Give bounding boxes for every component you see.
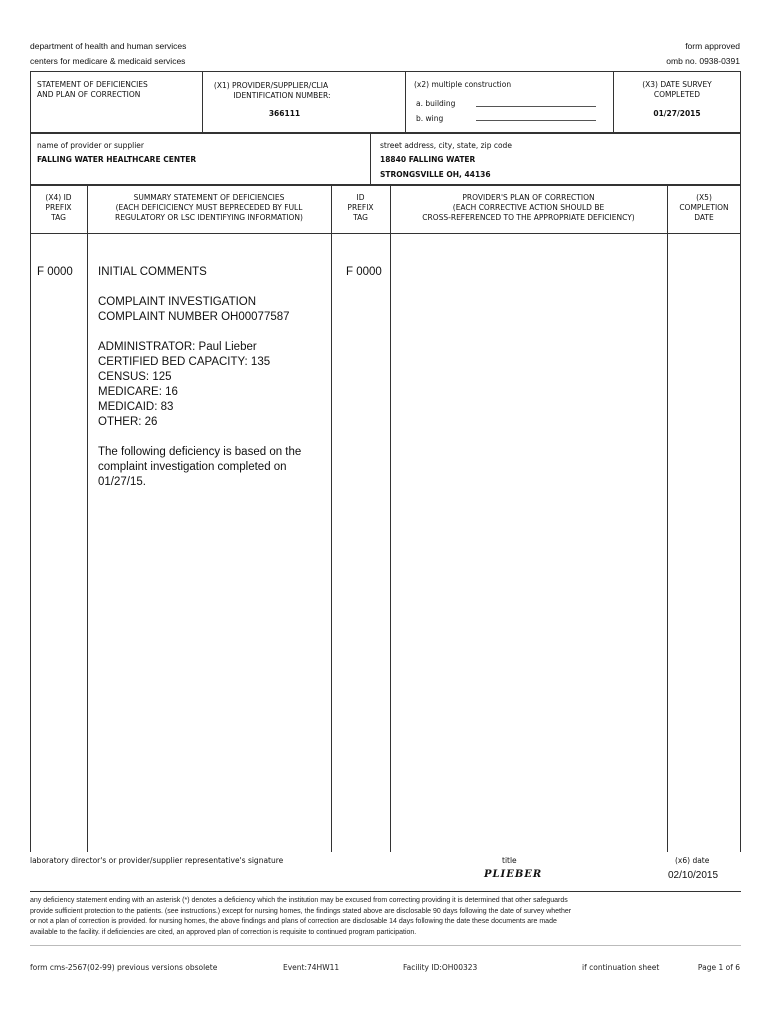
x5-header-2: COMPLETION <box>679 203 729 212</box>
signature-label: laboratory director's or provider/supplier representative's signature <box>30 856 284 865</box>
following-line-2: complaint investigation completed on <box>98 461 287 473</box>
statement-label-2: AND PLAN OF CORRECTION <box>37 90 141 99</box>
bed-capacity-line: CERTIFIED BED CAPACITY: 135 <box>98 356 271 368</box>
disclaimer-line-4: available to the facility. if deficiencies are cited, an approved plan of correction is requisite to continued program participation. <box>30 928 417 936</box>
form-approved: form approved <box>685 41 740 51</box>
other-line: OTHER: 26 <box>98 416 158 428</box>
x4-header-3: TAG <box>51 213 66 222</box>
address-line-2: STRONGSVILLE OH, 44136 <box>380 170 491 179</box>
deficiency-text <box>98 265 328 505</box>
x1-label-1: (X1) PROVIDER/SUPPLIER/CLIA <box>213 81 329 90</box>
x2-label: (x2) multiple construction <box>414 80 512 89</box>
address-label: street address, city, state, zip code <box>380 141 512 150</box>
census-line: CENSUS: 125 <box>98 371 172 383</box>
disclaimer-line-3: or not a plan of correction is provided. for nursing homes, the above findings and plans of correction are disclosable 14 days following the date these documents are made <box>30 918 557 925</box>
statement-label-1: STATEMENT OF DEFICIENCIES <box>37 80 148 89</box>
summary-header-1: SUMMARY STATEMENT OF DEFICIENCIES <box>133 193 285 202</box>
provider-name-label: name of provider or supplier <box>37 141 145 150</box>
provider-id-number: 366111 <box>268 109 301 118</box>
x3-label-2: COMPLETED <box>653 90 701 99</box>
plan-header-2: (EACH CORRECTIVE ACTION SHOULD BE <box>452 203 605 212</box>
administrator-line: ADMINISTRATOR: Paul Lieber <box>98 341 257 353</box>
x2-wing: b. wing <box>416 114 444 123</box>
continuation-sheet: if continuation sheet <box>582 963 660 972</box>
id-header-2: PREFIX <box>347 203 374 212</box>
summary-header-2: (EACH DEFICICIENCY MUST BEPRECEDED BY FULL <box>115 203 303 212</box>
x3-label-1: (X3) DATE SURVEY <box>642 80 712 89</box>
following-line-3: 01/27/15. <box>98 476 146 488</box>
left-prefix-tag: F 0000 <box>37 266 73 278</box>
address-line-1: 18840 FALLING WATER <box>380 155 476 164</box>
date-label: (x6) date <box>675 856 710 865</box>
facility-id: Facility ID:OH00323 <box>403 963 478 972</box>
omb-number: omb no. 0938-0391 <box>666 56 740 66</box>
plan-header-1: PROVIDER'S PLAN OF CORRECTION <box>462 193 595 202</box>
form-number: form cms-2567(02-99) previous versions obsolete <box>30 963 218 972</box>
plan-header-3: CROSS-REFERENCED TO THE APPROPRIATE DEFICIENCY) <box>422 213 635 222</box>
summary-header-3: REGULATORY OR LSC IDENTIFYING INFORMATION) <box>115 213 303 222</box>
x2-building: a. building <box>416 99 456 108</box>
provider-name: FALLING WATER HEALTHCARE CENTER <box>37 155 197 164</box>
right-prefix-tag: F 0000 <box>346 266 382 278</box>
title-signature: PLIEBER <box>484 869 543 880</box>
medicare-line: MEDICARE: 16 <box>98 386 178 398</box>
signature-date: 02/10/2015 <box>668 870 719 881</box>
x5-header-3: DATE <box>694 213 714 222</box>
x4-header-2: PREFIX <box>45 203 72 212</box>
entry-title: INITIAL COMMENTS <box>98 266 207 278</box>
id-header-1: ID <box>356 193 365 202</box>
id-header-3: TAG <box>353 213 368 222</box>
agency-line-2: centers for medicare & medicaid services <box>30 56 186 66</box>
agency-line-1: department of health and human services <box>30 41 187 51</box>
disclaimer-text <box>30 896 741 938</box>
title-label: title <box>502 856 517 865</box>
x5-header-1: (X5) <box>696 193 712 202</box>
disclaimer-line-2: provide sufficient protection to the patients. (see instructions.) except for nursing homes, the findings stated above are disclosable 90 days following the date of survey whether <box>30 907 572 915</box>
event-id: Event:74HW11 <box>283 963 340 972</box>
following-line-1: The following deficiency is based on the <box>98 446 302 458</box>
x4-header-1: (X4) ID <box>45 193 72 202</box>
page-number: Page 1 of 6 <box>697 963 740 972</box>
medicaid-line: MEDICAID: 83 <box>98 401 174 413</box>
complaint-line-2: COMPLAINT NUMBER OH00077587 <box>98 311 290 323</box>
survey-date: 01/27/2015 <box>653 109 701 118</box>
complaint-line-1: COMPLAINT INVESTIGATION <box>98 296 257 308</box>
x1-label-2: IDENTIFICATION NUMBER: <box>233 91 331 100</box>
disclaimer-line-1: any deficiency statement ending with an asterisk (*) denotes a deficiency which the institution may be excused from correcting providing it is determined that other safeguards <box>30 897 568 904</box>
